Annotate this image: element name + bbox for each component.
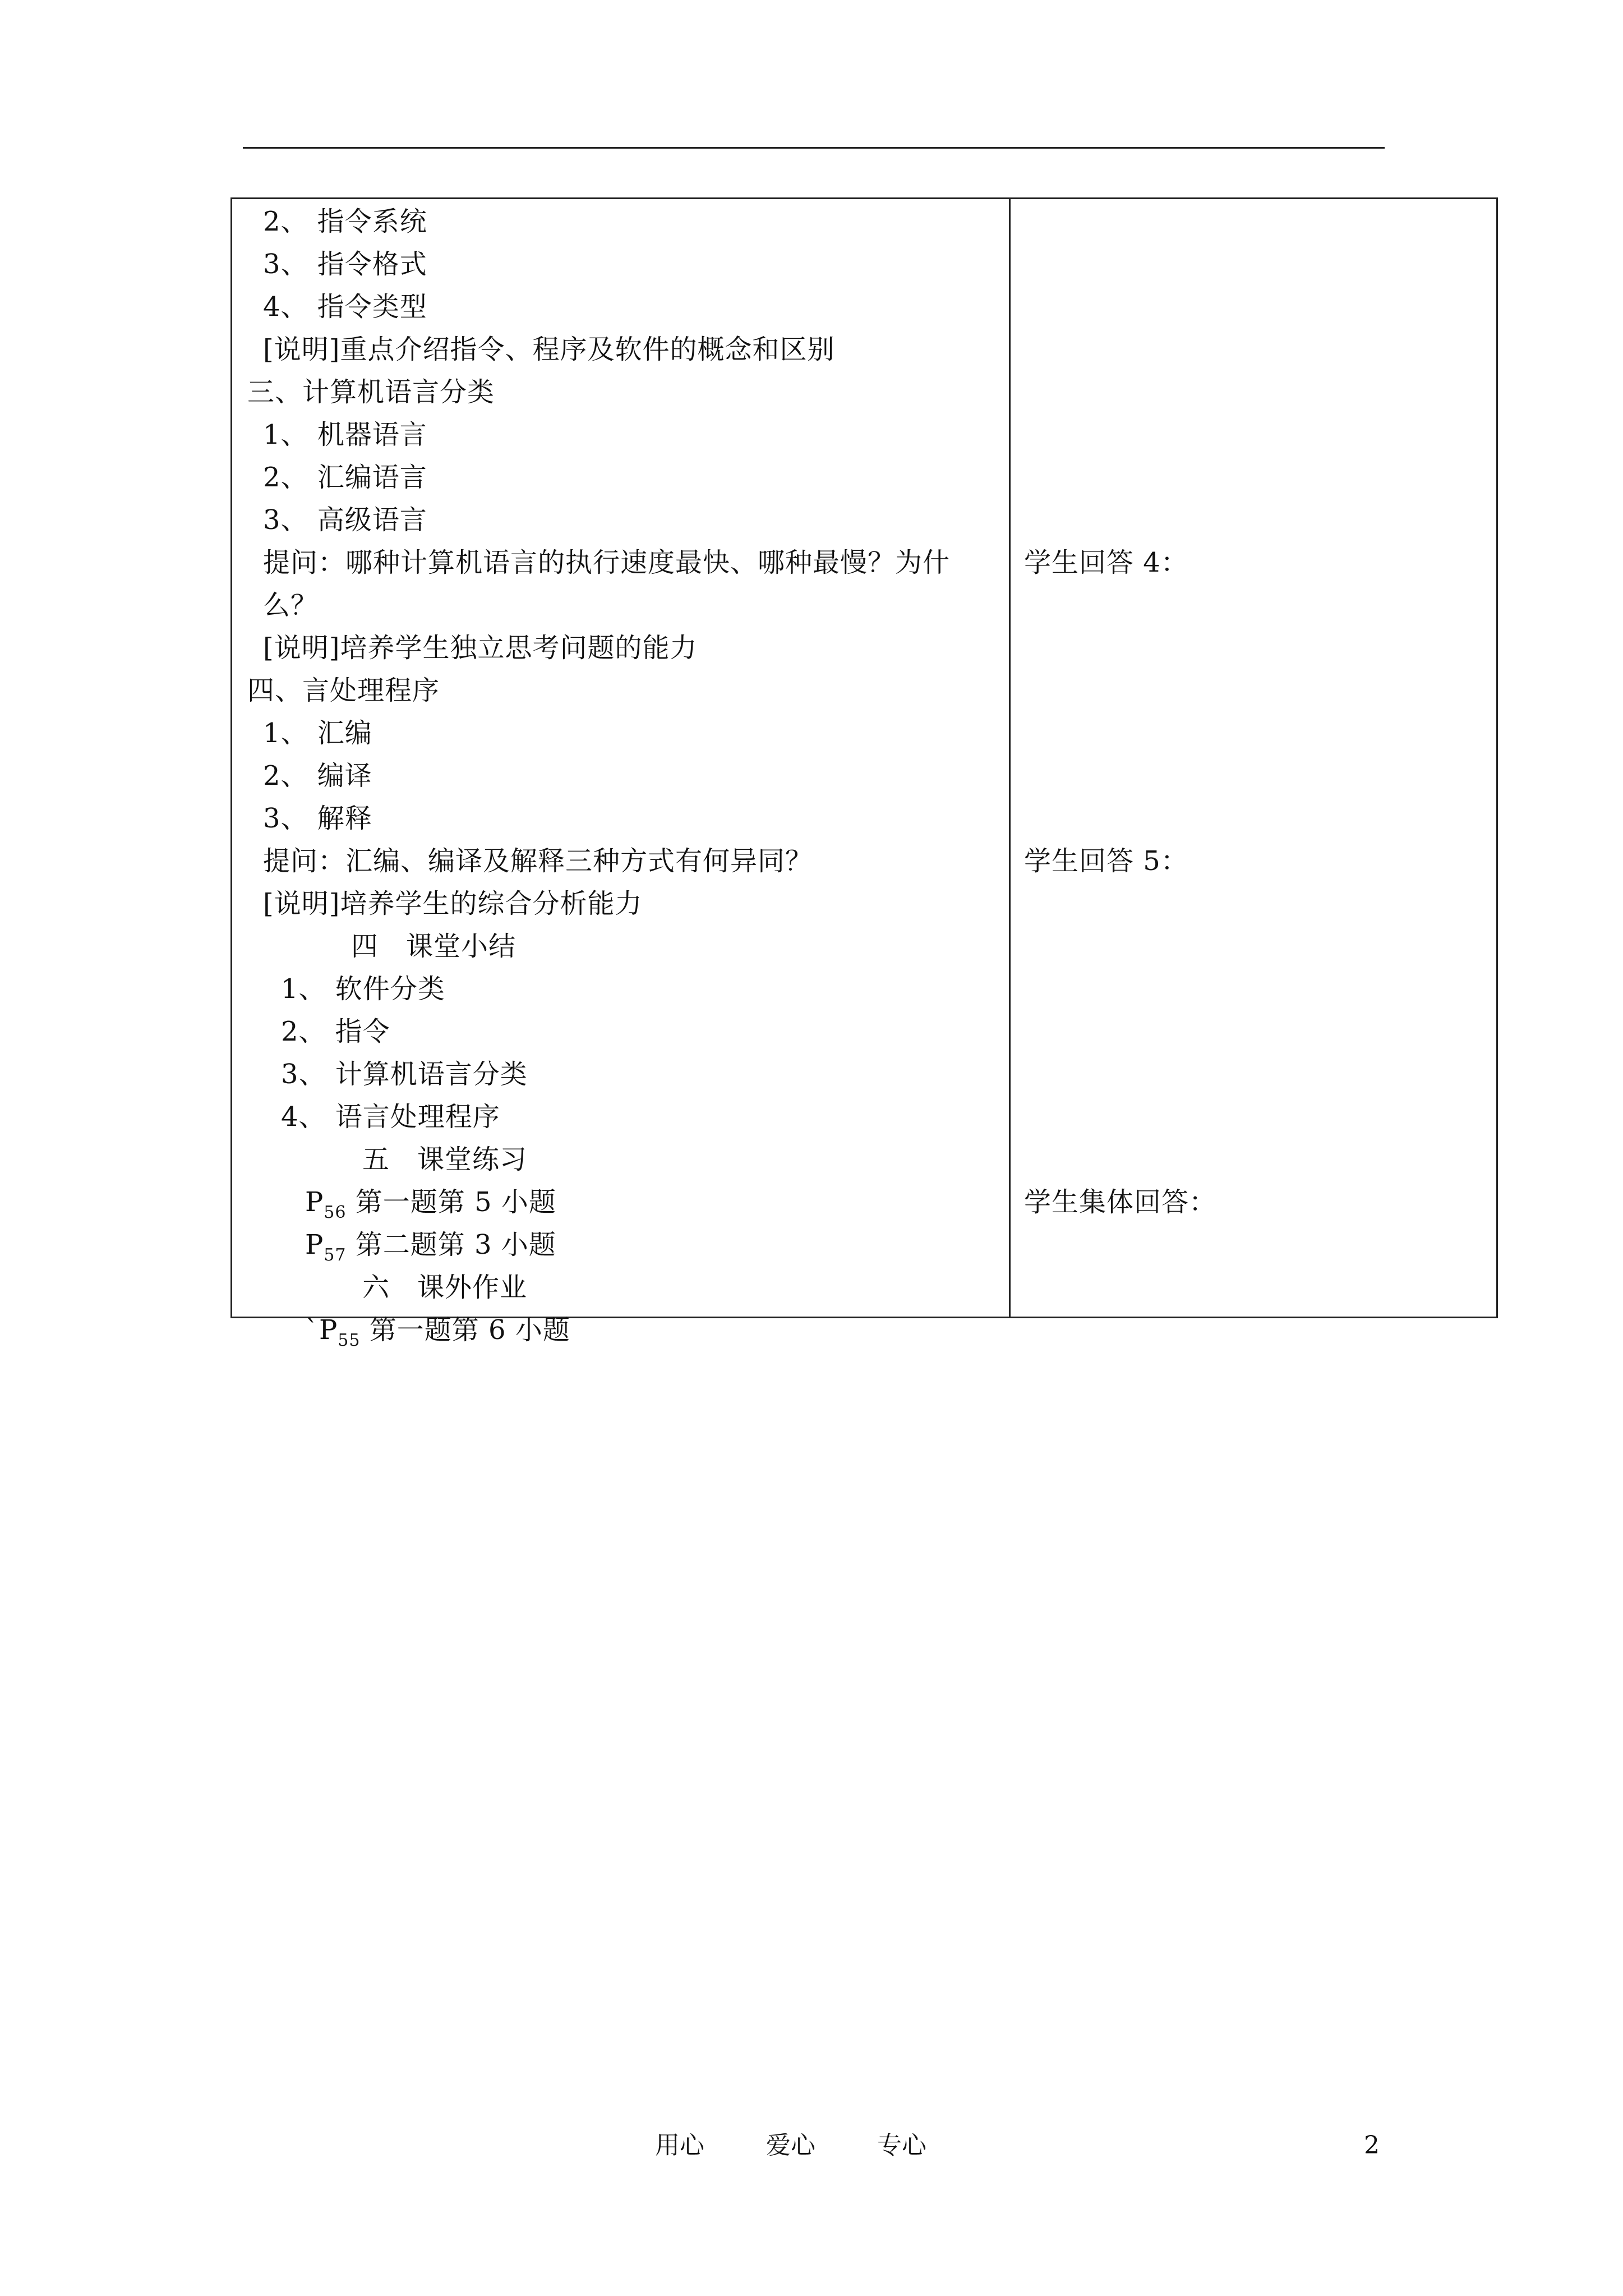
lesson-table bbox=[230, 197, 1498, 1350]
footer-item-2: 爱心 bbox=[766, 2131, 815, 2160]
summary-item-4: 4、 语言处理程序 bbox=[281, 1101, 500, 1133]
page-ref-prefix: P bbox=[305, 1229, 324, 1260]
page-number: 2 bbox=[1364, 2131, 1380, 2160]
practice-item-2 bbox=[305, 1229, 556, 1271]
note-instruction: [说明]重点介绍指令、程序及软件的概念和区别 bbox=[263, 334, 835, 365]
item-interpret: 3、 解释 bbox=[263, 803, 372, 834]
section-four-heading: 四、言处理程序 bbox=[247, 675, 440, 706]
page-ref-number: 57 bbox=[324, 1245, 347, 1265]
item-instruction-type: 4、 指令类型 bbox=[263, 291, 427, 323]
student-group-answer: 学生集体回答： bbox=[1024, 1186, 1217, 1218]
item-compile: 2、 编译 bbox=[263, 760, 372, 792]
item-instruction-system: 2、 指令系统 bbox=[263, 206, 427, 237]
page-ref-number: 55 bbox=[338, 1331, 361, 1350]
column-divider bbox=[1009, 199, 1011, 1317]
summary-item-2: 2、 指令 bbox=[281, 1016, 390, 1047]
section-homework-heading: 六 课外作业 bbox=[362, 1272, 528, 1303]
practice-item-1-text: 第一题第 5 小题 bbox=[355, 1186, 556, 1218]
item-assembly-language: 2、 汇编语言 bbox=[263, 462, 427, 493]
page-ref-number: 56 bbox=[324, 1203, 347, 1222]
question-speed-line2: 么？ bbox=[263, 590, 319, 621]
note-independent-thinking: [说明]培养学生独立思考问题的能力 bbox=[263, 632, 698, 664]
item-instruction-format: 3、 指令格式 bbox=[263, 249, 427, 280]
page-ref-prefix: `P bbox=[305, 1314, 338, 1346]
practice-item-1 bbox=[305, 1186, 556, 1228]
homework-item bbox=[305, 1314, 570, 1356]
homework-item-text: 第一题第 6 小题 bbox=[369, 1314, 570, 1346]
item-assemble: 1、 汇编 bbox=[263, 717, 372, 749]
question-speed-line1: 提问：哪种计算机语言的执行速度最快、哪种最慢？为什 bbox=[263, 547, 951, 578]
page-ref-prefix: P bbox=[305, 1186, 324, 1218]
item-machine-language: 1、 机器语言 bbox=[263, 419, 427, 450]
footer-item-3: 专心 bbox=[877, 2131, 926, 2160]
item-high-level-language: 3、 高级语言 bbox=[263, 504, 427, 536]
footer-item-1: 用心 bbox=[655, 2131, 704, 2160]
section-practice-heading: 五 课堂练习 bbox=[362, 1144, 528, 1175]
section-three-heading: 三、计算机语言分类 bbox=[247, 376, 495, 408]
note-analysis: [说明]培养学生的综合分析能力 bbox=[263, 888, 643, 919]
practice-item-2-text: 第二题第 3 小题 bbox=[355, 1229, 556, 1260]
summary-item-3: 3、 计算机语言分类 bbox=[281, 1059, 528, 1090]
question-compare: 提问：汇编、编译及解释三种方式有何异同？ bbox=[263, 845, 813, 877]
section-summary-heading: 四 课堂小结 bbox=[351, 931, 517, 962]
student-answer-4: 学生回答 4： bbox=[1024, 547, 1188, 578]
summary-item-1: 1、 软件分类 bbox=[281, 973, 445, 1005]
header-rule bbox=[243, 147, 1385, 149]
student-answer-5: 学生回答 5： bbox=[1024, 845, 1188, 877]
